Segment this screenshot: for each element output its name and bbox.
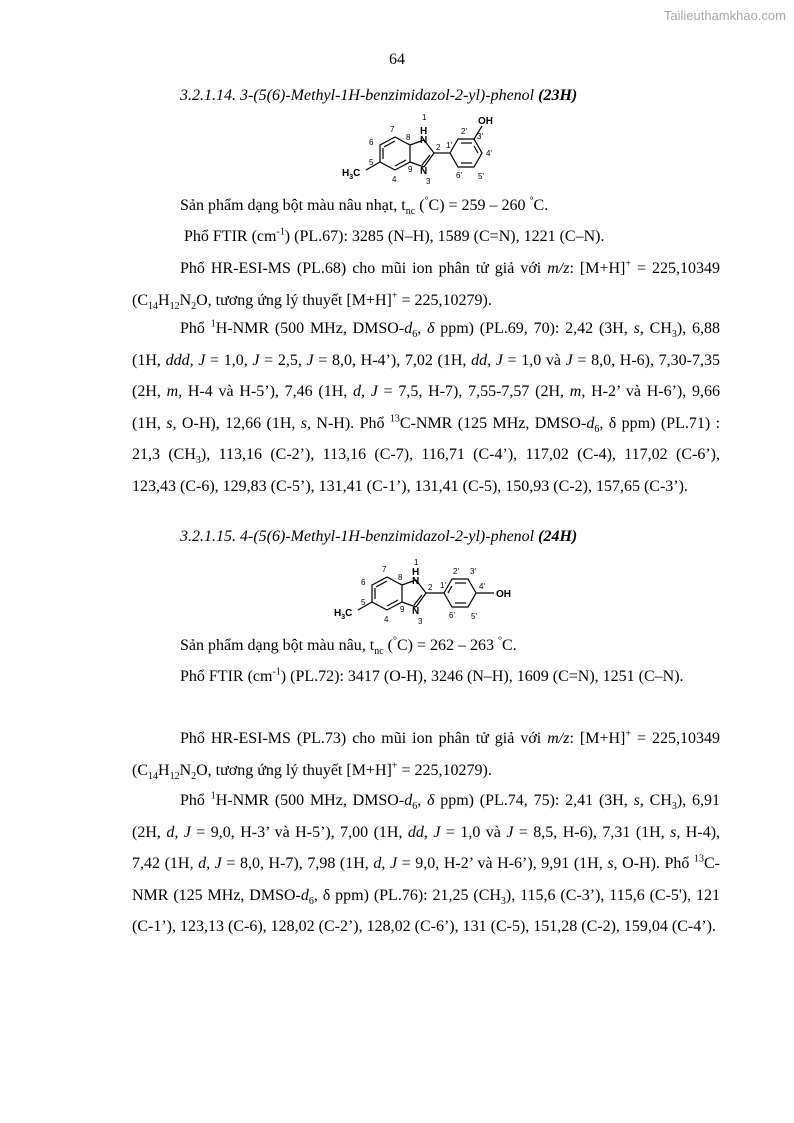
ms-24h: Phổ HR-ESI-MS (PL.73) cho mũi ion phân tử giả với m/z: [M+H]+ = 225,10349 ($C_{14}H_{12}N_2O$, tương ứng lý thuyết [M+H]+ = 225,10279). <box>132 728 721 782</box>
watermark: Tailieuthamkhao.com <box>663 8 786 23</box>
label-oh: OH <box>496 589 511 600</box>
label-c5: 5 <box>369 158 374 167</box>
label-c8: 8 <box>406 133 411 142</box>
label-c3p: 3' <box>470 567 476 576</box>
ftir-24h: Phổ FTIR $(cm^{-1})$ (PL.72): 3417 (O-H), 3246 (N–H), 1609 (C=N), 1251 (C–N). <box>180 666 684 685</box>
ms-23h: Phổ HR-ESI-MS (PL.68) cho mũi ion phân tử giả với m/z: [M+H]+ = 225,10349 ($C_{14}H_{12}N_2O$, tương ứng lý thuyết [M+H]+ = 225,10279). <box>132 258 721 312</box>
label-c1p: 1' <box>446 141 452 150</box>
label-ch3: $H_3C$ <box>342 168 361 181</box>
ftir-23h: Phổ FTIR $(cm^{-1})$ (PL.67): 3285 (N–H), 1589 (C=N), 1221 (C–N). <box>184 226 605 245</box>
label-h: H <box>420 126 428 137</box>
label-nh: N <box>420 135 428 146</box>
label-c3p: 3' <box>477 132 483 141</box>
appearance-23h: Sản phẩm dạng bột màu nâu nhạt, $t_{nc}$ (°C) = 259 – 260 °C. <box>180 195 549 218</box>
nmr-23h: Phổ $^1$H-NMR (500 MHz, DMSO-$d_6$, δ ppm) (PL.69, 70): 2,42 (3H, s, $CH_3$), 6,88 (1H, ddd, J = 1,0, J = 2,5, J = 8,0, H-4’), 7,02 (1H, dd, J = 1,0 và J = 8,0, H-6), 7,30-7,35 (2H, m, H-4 và H-5’), 7,46 (1H, d, J = 7,5, H-7), 7,55-7,57 (2H, m, H-2’ và H-6’), 9,66 (1H, s, O-H), 12,66 (1H, s, N-H). Phổ $^{13}$C-NMR (125 MHz, DMSO-$d_6$, δ ppm) (PL.71) : 21,3 $(CH_3)$, 113,16 (C-2’), 113,16 (C-7), 116,71 (C-4’), 117,02 (C-4), 117,02 (C-6’), 123,43 (C-6), 129,83 (C-5’), 131,41 (C-1’), 131,41 (C-5), 150,93 (C-2), 157,65 (C-3’). <box>132 318 721 495</box>
label-c2p: 2' <box>453 567 459 576</box>
label-c4: 4 <box>392 175 397 184</box>
label-c2p: 2' <box>461 127 467 136</box>
nmr-24h: Phổ $^1$H-NMR (500 MHz, DMSO-$d_6$, δ ppm) (PL.74, 75): 2,41 (3H, s, $CH_3$), 6,91 (2H, d, J = 9,0, H-3’ và H-5’), 7,00 (1H, dd, J = 1,0 và J = 8,5, H-6), 7,31 (1H, s, H-4), 7,42 (1H, d, J = 8,0, H-7), 7,98 (1H, d, J = 9,0, H-2’ và H-6’), 9,91 (1H, s, O-H). Phổ $^{13}$C-NMR (125 MHz, DMSO-$d_6$, δ ppm) (PL.76): 21,25 $(CH_3)$, 115,6 (C-3’), 115,6 (C-5'), 121 (C-1’), 123,13 (C-6), 128,02 (C-2’), 128,02 (C-6’), 131 (C-5), 151,28 (C-2), 159,04 (C-4’). <box>132 790 721 935</box>
label-oh: OH <box>478 116 493 127</box>
label-n3: 3 <box>418 617 423 626</box>
label-ch3: $H_3C$ <box>334 608 353 621</box>
label-c4: 4 <box>384 615 389 624</box>
label-c6p: 6' <box>456 171 462 180</box>
label-c4p: 4' <box>479 582 485 591</box>
appearance-24h: Sản phẩm dạng bột màu nâu, $t_{nc}$ (°C) = 262 – 263 °C. <box>180 635 517 658</box>
label-c6: 6 <box>369 138 374 147</box>
label-c7: 7 <box>382 565 387 574</box>
structure-23h <box>340 112 520 190</box>
section-heading-24h: 3.2.1.15. 4-(5(6)-Methyl-1H-benzimidazol-2-yl)-phenol (24H) <box>180 528 578 545</box>
label-c2: 2 <box>428 583 433 592</box>
page-number: 64 <box>389 51 405 68</box>
label-c7: 7 <box>390 125 395 134</box>
label-c2: 2 <box>436 143 441 152</box>
label-n3-atom: N <box>420 166 428 177</box>
label-n3: 3 <box>426 177 431 186</box>
structure-24h <box>332 557 532 629</box>
label-n3-atom: N <box>412 606 420 617</box>
label-h: H <box>412 567 420 578</box>
label-c9: 9 <box>400 605 405 614</box>
label-n1: 1 <box>414 558 419 567</box>
label-c4p: 4' <box>486 149 492 158</box>
label-c5p: 5' <box>471 612 477 621</box>
label-c5: 5 <box>361 598 366 607</box>
label-c6p: 6' <box>449 611 455 620</box>
label-n1: 1 <box>422 113 427 122</box>
label-c1p: 1' <box>440 581 446 590</box>
label-c5p: 5' <box>478 172 484 181</box>
label-c9: 9 <box>408 165 413 174</box>
label-c8: 8 <box>398 573 403 582</box>
section-heading-23h: 3.2.1.14. 3-(5(6)-Methyl-1H-benzimidazol-2-yl)-phenol (23H) <box>180 87 578 104</box>
label-nh: N <box>412 576 420 587</box>
label-c6: 6 <box>361 578 366 587</box>
